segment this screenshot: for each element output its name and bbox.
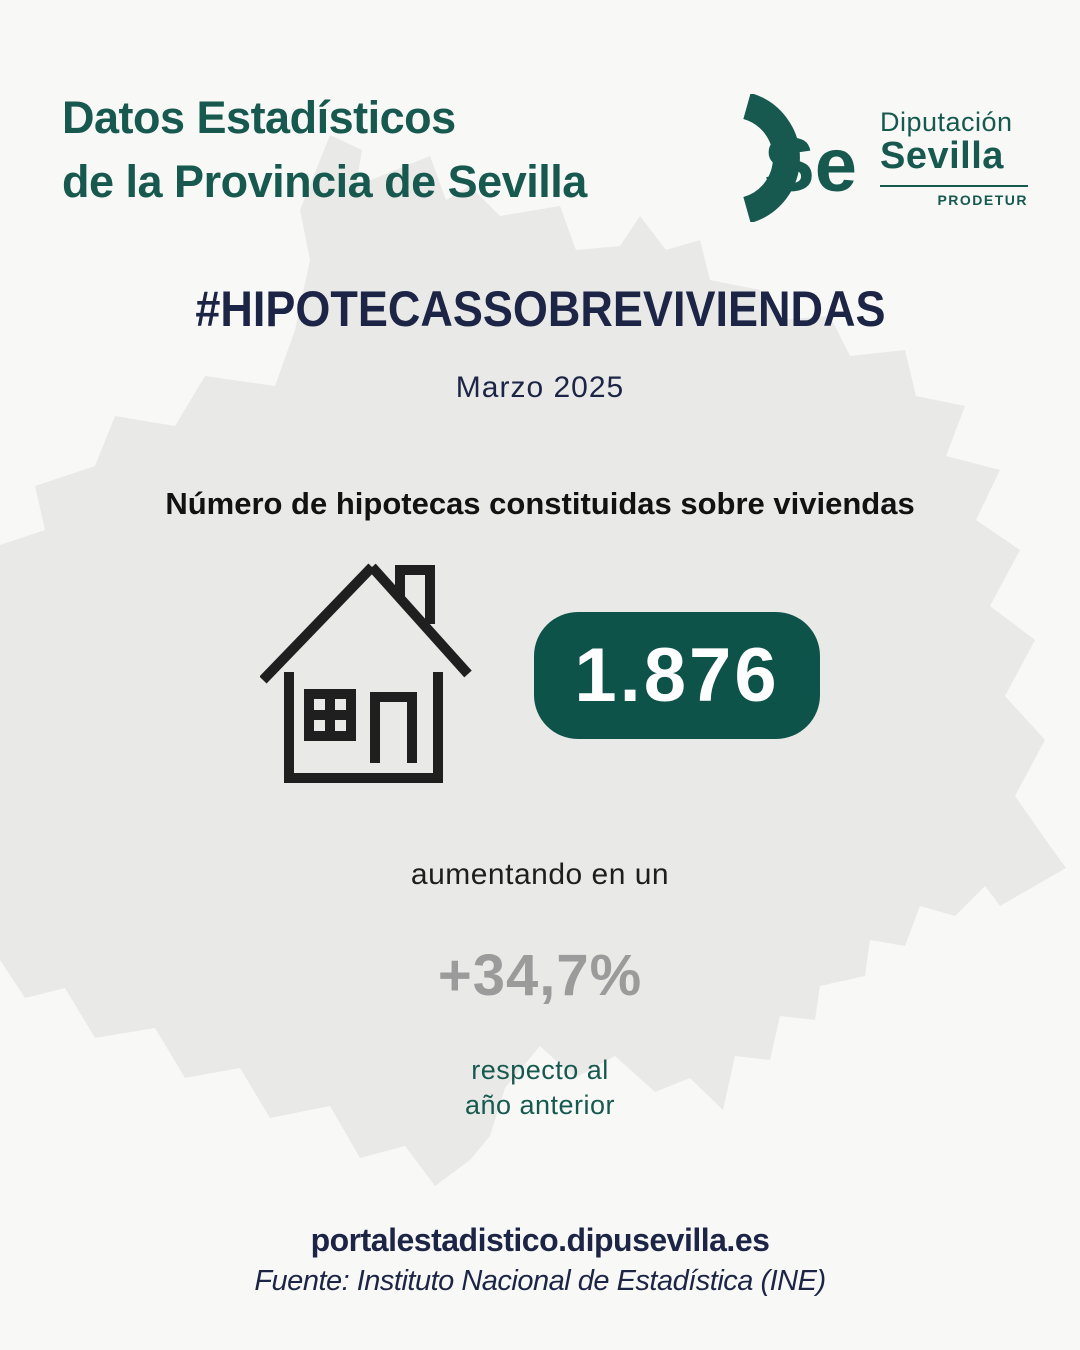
change-intro: aumentando en un (410, 857, 670, 891)
header (0, 0, 1080, 222)
page-title-line1: Datos Estadísticos (62, 92, 456, 143)
house-icon (260, 560, 486, 792)
logo-subtitle: PRODETUR (937, 192, 1028, 209)
metric-heading: Número de hipotecas constituidas sobre viviendas (165, 486, 915, 521)
page-title (62, 86, 587, 214)
change-value: +34,7% (437, 942, 643, 1008)
source-note: Fuente: Instituto Nacional de Estadística (INE) (254, 1265, 826, 1297)
website-url: portalestadistico.dipusevilla.es (310, 1222, 770, 1258)
logo-org-bold: Sevilla (880, 135, 1004, 178)
metric-row (260, 560, 819, 792)
change-context-line1: respecto al (471, 1054, 609, 1085)
dse-logo-mark-icon (731, 94, 866, 222)
page-title-line2: de la Provincia de Sevilla (62, 155, 587, 207)
period-label: Marzo 2025 (455, 371, 625, 404)
change-context (465, 1053, 615, 1123)
metric-value-badge: 1.876 (534, 612, 819, 739)
hashtag-title: #HIPOTECASSOBREVIVIENDAS (194, 281, 886, 337)
logo-divider (880, 185, 1028, 187)
logo-text (880, 108, 1028, 208)
diputacion-sevilla-logo (731, 94, 1028, 222)
change-context-line2: año anterior (464, 1089, 616, 1120)
footer (254, 1222, 825, 1350)
logo-org-light: Diputación (880, 106, 1013, 137)
logo-mark-letters: Se (764, 123, 857, 208)
